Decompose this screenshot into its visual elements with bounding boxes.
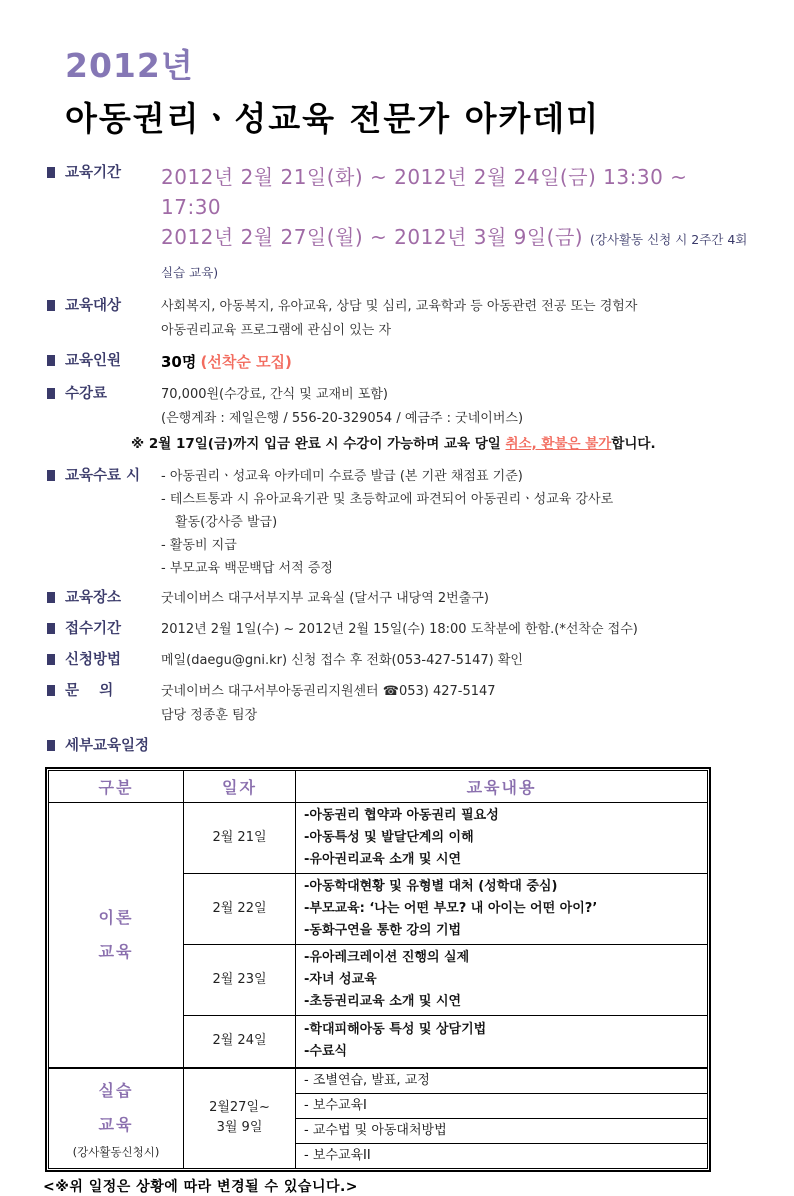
content-cell: [296, 1068, 708, 1094]
section-content: [131, 383, 749, 458]
content-item: - 보수교육I: [304, 1097, 367, 1113]
fee-note-suffix: 합니다.: [611, 436, 656, 452]
content-item: -수료식: [304, 1044, 348, 1060]
fee-note-prefix: ※ 2월 17일(금)까지 입금 완료 시 수강이 가능하며 교육 당일: [131, 436, 506, 452]
date-cell: 2월 22일: [184, 874, 296, 945]
content-item: -자녀 성교육: [304, 972, 377, 987]
bullet-square-icon: [47, 592, 55, 603]
section-inquiry: [45, 680, 749, 728]
content-item: -아동권리 협약과 아동권리 필요성: [304, 808, 499, 823]
schedule-table: [48, 770, 708, 1169]
target-line1: 사회복지, 아동복지, 유아교육, 상담 및 심리, 교육학과 등 아동관련 전공 또는 경험자: [161, 299, 638, 314]
section-label: 문 의: [65, 683, 114, 699]
capacity-note: (선착순 모집): [200, 353, 292, 371]
completion-item: - 활동비 지급: [161, 538, 237, 553]
section-period: [45, 162, 749, 288]
section-content: [161, 162, 749, 288]
content-item: -유아권리교육 소개 및 시연: [304, 852, 462, 867]
bullet-square-icon: [47, 685, 55, 696]
section-venue: [45, 587, 749, 611]
category-cell-theory: [49, 803, 184, 1068]
bullet-square-icon: [47, 300, 55, 311]
content-item: - 보수교육II: [304, 1147, 371, 1163]
page-title: 아동권리ㆍ성교육 전문가 아카데미: [65, 99, 601, 138]
section-content: [161, 680, 749, 728]
fee-note: [131, 431, 749, 458]
section-content: [161, 618, 749, 642]
apply-period-line1: 2012년 2월 1일(수) ~ 2012년 2월 15일(수) 18:00 도착분에 한함.(*선착순 접수): [161, 622, 638, 637]
content-cell: [296, 874, 708, 945]
content-item: -유아레크레이션 진행의 실제: [304, 950, 470, 965]
inquiry-line1: 굿네이버스 대구서부아동권리지원센터 ☎053) 427-5147: [161, 684, 496, 699]
date-line: 3월 9일: [216, 1120, 263, 1135]
section-apply-method: [45, 649, 749, 673]
venue-line1: 굿네이버스 대구서부지부 교육실 (달서구 내당역 2번출구): [161, 591, 489, 606]
content-item: - 조별연습, 발표, 교정: [304, 1072, 430, 1088]
completion-item: - 아동권리ㆍ성교육 아카데미 수료증 발급 (본 기관 채점표 기준): [161, 469, 523, 484]
section-label: 교육대상: [65, 298, 122, 314]
section-label: 교육수료 시: [65, 468, 141, 484]
section-content: [161, 295, 749, 343]
content-cell: [296, 1143, 708, 1168]
content-item: -동화구연을 통한 강의 기법: [304, 923, 462, 938]
content-cell: [296, 1118, 708, 1143]
category-label: 교육: [98, 1115, 134, 1134]
date-cell: 2월 24일: [184, 1016, 296, 1068]
table-header-row: [49, 771, 708, 803]
col-header-date: 일자: [184, 771, 296, 803]
section-target: [45, 295, 749, 343]
content-cell: [296, 803, 708, 874]
bullet-square-icon: [47, 654, 55, 665]
content-item: - 교수법 및 아동대처방법: [304, 1122, 447, 1138]
target-line2: 아동권리교육 프로그램에 관심이 있는 자: [161, 323, 392, 338]
fee-note-red: 취소, 환불은 불가: [505, 436, 612, 452]
date-cell: 2월 21일: [184, 803, 296, 874]
content-item: -학대피해아동 특성 및 상담기법: [304, 1022, 487, 1038]
date-cell: [184, 1068, 296, 1169]
capacity-value: 30명: [161, 353, 197, 371]
date-line: 2월27일~: [209, 1100, 270, 1115]
section-content: [161, 350, 749, 376]
section-content: [161, 649, 749, 673]
content-item: -아동특성 및 발달단계의 이해: [304, 830, 474, 845]
section-schedule-heading: [45, 735, 749, 757]
section-label: 교육인원: [65, 353, 122, 369]
bullet-square-icon: [47, 470, 55, 481]
content-cell: [296, 1016, 708, 1068]
category-label: 이론: [98, 907, 134, 927]
section-label: 접수기간: [65, 621, 122, 637]
section-label: 교육기간: [65, 165, 122, 181]
content-item: -부모교육: ‘나는 어떤 부모? 내 아이는 어떤 아이?’: [304, 901, 598, 916]
bullet-square-icon: [47, 355, 55, 366]
table-row: [49, 803, 708, 874]
bullet-square-icon: [47, 167, 55, 178]
category-label: 교육: [98, 941, 134, 961]
bullet-square-icon: [47, 740, 55, 751]
section-content: [161, 465, 749, 580]
completion-item-continuation: 활동(강사증 발급): [175, 515, 278, 530]
completion-item: - 부모교육 백문백답 서적 증정: [161, 561, 333, 576]
category-cell-practice: [49, 1068, 184, 1169]
period-line2: [161, 222, 749, 288]
year-title: 2012년: [65, 46, 194, 85]
completion-item: - 테스트통과 시 유아교육기관 및 초등학교에 파견되어 아동권리ㆍ성교육 강사로: [161, 492, 614, 507]
section-fee: [45, 383, 749, 458]
section-label: 세부교육일정: [65, 738, 150, 754]
col-header-content: 교육내용: [296, 771, 708, 803]
content-cell: [296, 945, 708, 1016]
content-cell: [296, 1093, 708, 1118]
fee-line2: (은행계좌 : 제일은행 / 556-20-329054 / 예금주 : 굿네이버스): [161, 411, 524, 426]
period-line2-note: (강사활동 신청 시 2주간 4회 실습 교육): [161, 232, 748, 280]
period-line2-date: 2012년 2월 27일(월) ~ 2012년 3월 9일(금): [161, 225, 584, 249]
section-completion: [45, 465, 749, 580]
inquiry-line2: 담당 정종훈 팀장: [161, 708, 258, 723]
period-line1: 2012년 2월 21일(화) ~ 2012년 2월 24일(금) 13:30 ~ 17:30: [161, 165, 688, 219]
content-item: -아동학대현황 및 유형별 대처 (성학대 중심): [304, 879, 558, 894]
section-content: [161, 587, 749, 611]
bullet-square-icon: [47, 388, 55, 399]
content-item: -초등권리교육 소개 및 시연: [304, 994, 462, 1009]
bullet-square-icon: [47, 623, 55, 634]
section-apply-period: [45, 618, 749, 642]
section-label: 교육장소: [65, 590, 122, 606]
footer-note: <※위 일정은 상황에 따라 변경될 수 있습니다.>: [43, 1178, 359, 1195]
category-label: 실습: [98, 1081, 134, 1100]
section-label: 신청방법: [65, 652, 122, 668]
table-row: [49, 1068, 708, 1094]
schedule-table-border: [45, 767, 711, 1172]
fee-line1: 70,000원(수강료, 간식 및 교재비 포함): [161, 387, 388, 402]
category-note: (강사활동신청시): [72, 1145, 160, 1159]
section-capacity: [45, 350, 749, 376]
col-header-category: 구분: [49, 771, 184, 803]
apply-method-line1: 메일(daegu@gni.kr) 신청 접수 후 전화(053-427-5147) 확인: [161, 653, 523, 668]
date-cell: 2월 23일: [184, 945, 296, 1016]
section-label: 수강료: [65, 386, 108, 402]
